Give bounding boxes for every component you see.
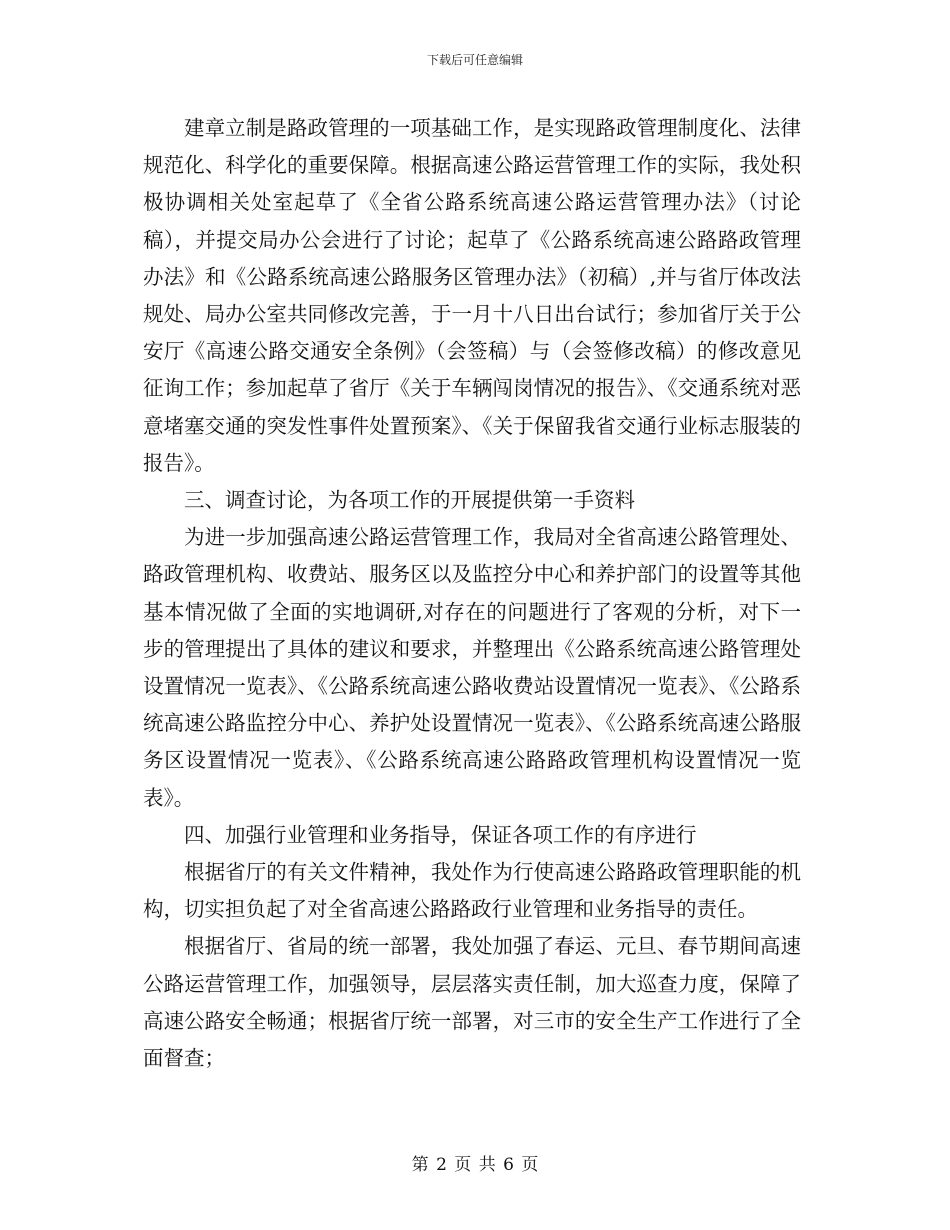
page-number: 第 2 页 共 6 页 (411, 1155, 539, 1175)
page-header: 下载后可任意编辑 (426, 53, 523, 67)
section-heading-3: 三、调查讨论，为各项工作的开展提供第一手资料 (184, 488, 635, 513)
section-heading-4: 四、加强行业管理和业务指导，保证各项工作的有序进行 (184, 822, 697, 847)
document-body (143, 110, 801, 1077)
paragraph-guidance: 根据省厅的有关文件精神，我处作为行使高速公路路政管理职能的机构，切实担负起了对全省高速公路路政行业管理和业务指导的责任。 (143, 860, 801, 922)
paragraph-regulations: 建章立制是路政管理的一项基础工作，是实现路政管理制度化、法律规范化、科学化的重要保障。根据高速公路运营管理工作的实际，我处积极协调相关处室起草了《全省公路系统高速公路运营管理办法》（讨论稿），并提交局办公会进行了讨论；起草了《公路系统高速公路路政管理办法》和《公路系统高速公路服务区管理办法》（初稿）,并与省厅体改法规处、局办公室共同修改完善，于一月十八日出台试行；参加省厅关于公安厅《高速公路交通安全条例》（会签稿）与（会签修改稿）的修改意见征询工作；参加起草了省厅《关于车辆闯岗情况的报告》、《交通系统对恶意堵塞交通的突发性事件处置预案》、《关于保留我省交通行业标志服装的报告》。 (143, 116, 801, 475)
paragraph-deployment: 根据省厅、省局的统一部署，我处加强了春运、元旦、春节期间高速公路运营管理工作，加强领导，层层落实责任制，加大巡查力度，保障了高速公路安全畅通；根据省厅统一部署，对三市的安全生产工作进行了全面督查； (143, 934, 801, 1071)
paragraph-survey: 为进一步加强高速公路运营管理工作，我局对全省高速公路管理处、路政管理机构、收费站、服务区以及监控分中心和养护部门的设置等其他基本情况做了全面的实地调研,对存在的问题进行了客观的分析，对下一步的管理提出了具体的建议和要求，并整理出《公路系统高速公路管理处设置情况一览表》、《公路系统高速公路收费站设置情况一览表》、《公路系统高速公路监控分中心、养护处设置情况一览表》、《公路系统高速公路服务区设置情况一览表》、《公路系统高速公路路政管理机构设置情况一览表》。 (143, 525, 801, 810)
